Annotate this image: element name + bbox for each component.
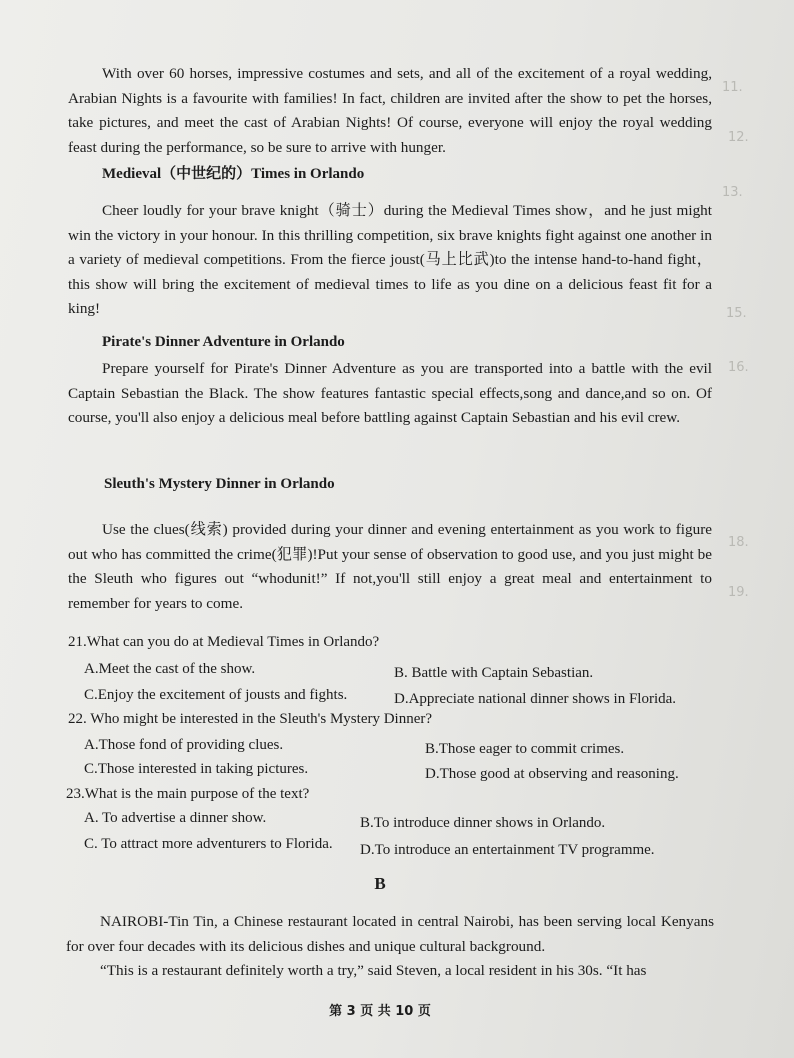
question-21-option-a: A.Meet the cast of the show. <box>84 661 256 677</box>
question-22-stem: 22. Who might be interested in the Sleuth's Mystery Dinner? <box>68 711 433 727</box>
paragraph-sleuths-mystery: Use the clues(线索) provided during your dinner and evening entertainment as you work to figure out who has committed the crime(犯罪)!Put your sense of observation to good use, and you just might be the Sleuth who figures out “whodunit!” If not,you'll still enjoy a great meal and entertainment to remember for years to come. <box>68 521 712 612</box>
heading-medieval-times: Medieval（中世纪的）Times in Orlando <box>102 166 365 182</box>
bleed-through-text: 12. <box>728 130 749 145</box>
bleed-through-text: 13. <box>722 185 743 200</box>
paragraph-arabian-nights: With over 60 horses, impressive costumes and sets, and all of the excitement of a royal wedding, Arabian Nights is a favourite with families! In fact, children are invited after the show to pet the horses, take pictures, and meet the cast of Arabian Nights! Of course, everyone will enjoy the royal wedding feast during the performance, so be sure to arrive with hunger. <box>68 65 712 156</box>
bleed-through-text: 15. <box>726 306 747 321</box>
question-21-option-d: D.Appreciate national dinner shows in Florida. <box>394 691 677 707</box>
bleed-through-text: 16. <box>728 360 749 375</box>
bleed-through-text: 11. <box>722 80 743 95</box>
question-22-option-b: B.Those eager to commit crimes. <box>425 741 625 757</box>
paragraph-steven: “This is a restaurant definitely worth a try,” said Steven, a local resident in his 30s. “It has <box>100 962 647 979</box>
question-21-stem: 21.What can you do at Medieval Times in Orlando? <box>68 634 380 650</box>
paragraph-medieval-times: Cheer loudly for your brave knight（骑士）during the Medieval Times show，and he just might win the victory in your honour. In this thrilling competition, six brave knights fight against one another in a variety of medieval competitions. From the fierce joust(马上比武)to the intense hand-to-hand fight，this show will bring the excitement of medieval times to life as you dine on a delicious feast fit for a king! <box>68 202 712 318</box>
heading-pirates-dinner: Pirate's Dinner Adventure in Orlando <box>102 334 345 350</box>
page-number-footer: 第 3 页 共 10 页 <box>329 1004 431 1019</box>
question-22-option-c: C.Those interested in taking pictures. <box>84 761 309 777</box>
question-22-option-a: A.Those fond of providing clues. <box>84 737 284 753</box>
paragraph-nairobi: NAIROBI-Tin Tin, a Chinese restaurant located in central Nairobi, has been serving local Kenyans for over four decades with its delicious dishes and unique cultural background. <box>66 913 714 955</box>
paragraph-pirates-dinner: Prepare yourself for Pirate's Dinner Adventure as you are transported into a battle with the evil Captain Sebastian the Black. The show features fantastic special effects,song and dance,and so on. Of course, you'll also enjoy a delicious meal before battling against Captain Sebastian and his evil crew. <box>68 360 712 427</box>
section-b-heading: B <box>374 874 386 893</box>
question-23-stem: 23.What is the main purpose of the text? <box>66 786 310 802</box>
question-21-option-b: B. Battle with Captain Sebastian. <box>394 665 594 681</box>
heading-sleuths-mystery: Sleuth's Mystery Dinner in Orlando <box>104 476 335 492</box>
question-23-option-a: A. To advertise a dinner show. <box>84 810 267 826</box>
question-23-option-d: D.To introduce an entertainment TV programme. <box>360 842 655 858</box>
bleed-through-text: 18. <box>728 535 749 550</box>
bleed-through-text: 19. <box>728 585 749 600</box>
question-23-option-c: C. To attract more adventurers to Florida. <box>84 836 333 852</box>
question-22-option-d: D.Those good at observing and reasoning. <box>425 766 679 782</box>
question-21-option-c: C.Enjoy the excitement of jousts and fights. <box>84 687 348 703</box>
question-23-option-b: B.To introduce dinner shows in Orlando. <box>360 815 606 831</box>
